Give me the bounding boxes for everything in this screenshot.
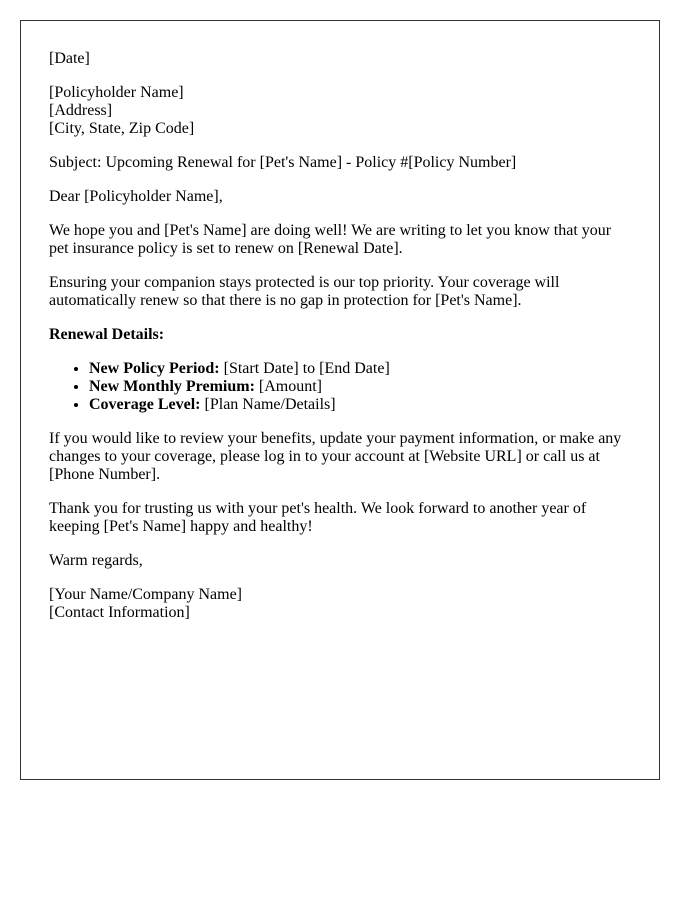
renewal-detail-value: [Plan Name/Details]: [200, 396, 336, 413]
letter-salutation: Dear [Policyholder Name],: [49, 188, 223, 205]
renewal-detail-value: [Amount]: [254, 378, 323, 395]
letter-paragraph-thanks: Thank you for trusting us with your pet's health. We look forward to another year of keeping [Pet's Name] happy and healthy!: [49, 500, 587, 535]
signature-block: [49, 586, 631, 622]
letter-paragraph-intro: We hope you and [Pet's Name] are doing well! We are writing to let you know that your pet insurance policy is set to renew on [Renewal Date].: [49, 222, 612, 257]
recipient-name: [Policyholder Name]: [49, 84, 184, 101]
renewal-detail-label: Coverage Level:: [89, 396, 201, 413]
renewal-detail-coverage-level: [89, 396, 631, 414]
signature-contact: [Contact Information]: [49, 604, 190, 621]
renewal-detail-value: [Start Date] to [End Date]: [219, 360, 390, 377]
letter-date: [Date]: [49, 50, 90, 67]
recipient-block: [49, 84, 631, 138]
letter-paragraph-review: If you would like to review your benefits, update your payment information, or make any changes to your coverage, please log in to your account at [Website URL] or call us at [Phone Number].: [49, 430, 622, 483]
renewal-details-list: [49, 360, 631, 414]
renewal-detail-policy-period: [89, 360, 631, 378]
letter-page: [20, 20, 660, 780]
renewal-details-heading: Renewal Details:: [49, 326, 165, 343]
letter-subject: Subject: Upcoming Renewal for [Pet's Name] - Policy #[Policy Number]: [49, 154, 517, 171]
letter-closing: Warm regards,: [49, 552, 143, 569]
letter-paragraph-coverage: Ensuring your companion stays protected is our top priority. Your coverage will automatically renew so that there is no gap in protection for [Pet's Name].: [49, 274, 560, 309]
renewal-detail-monthly-premium: [89, 378, 631, 396]
recipient-city-state-zip: [City, State, Zip Code]: [49, 120, 195, 137]
renewal-detail-label: New Policy Period:: [89, 360, 220, 377]
renewal-detail-label: New Monthly Premium:: [89, 378, 255, 395]
signature-name: [Your Name/Company Name]: [49, 586, 243, 603]
recipient-address: [Address]: [49, 102, 113, 119]
